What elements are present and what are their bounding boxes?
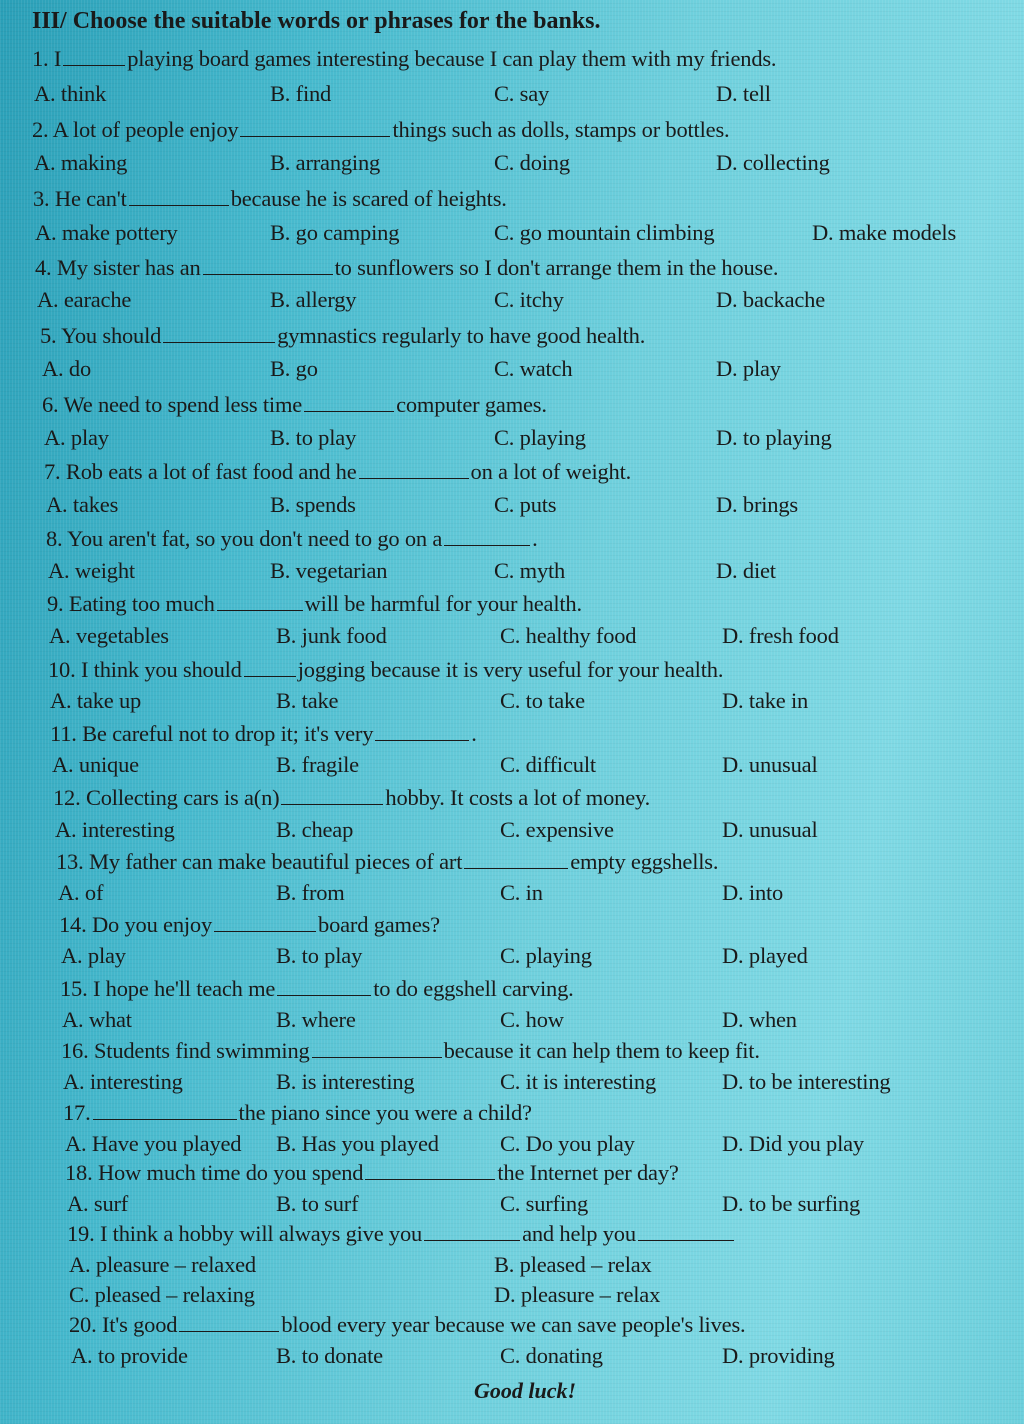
answer-blank[interactable] (304, 393, 394, 412)
option-b[interactable]: B. vegetarian (270, 558, 388, 583)
option-b[interactable]: B. to play (270, 425, 357, 450)
option-c[interactable]: C. itchy (494, 287, 564, 312)
question-text: 8. You aren't fat, so you don't need to go on a (46, 526, 443, 551)
answer-blank[interactable] (277, 977, 371, 996)
question-text-end: the piano since you were a child? (238, 1100, 532, 1125)
option-b[interactable]: B. go (270, 356, 318, 381)
question-5 (40, 323, 645, 349)
option-c[interactable]: C. say (494, 81, 550, 106)
question-20 (69, 1312, 745, 1338)
question-text-end: will be harmful for your health. (304, 591, 582, 616)
question-17 (63, 1100, 532, 1126)
option-a[interactable]: A. interesting (55, 817, 175, 842)
question-text: 2. A lot of people enjoy (32, 117, 239, 142)
option-a[interactable]: A. surf (67, 1191, 129, 1216)
answer-blank[interactable] (424, 1222, 520, 1241)
question-12 (53, 785, 650, 811)
question-text-end: because he is scared of heights. (230, 186, 507, 211)
option-c[interactable]: C. healthy food (500, 623, 637, 648)
answer-blank[interactable] (281, 786, 383, 805)
option-d[interactable]: D. when (722, 1007, 797, 1032)
question-text-end: . (471, 721, 477, 746)
option-d[interactable]: D. unusual (722, 752, 818, 777)
option-a[interactable]: A. what (62, 1007, 132, 1032)
question-text-end: board games? (318, 912, 440, 937)
answer-blank[interactable] (63, 47, 125, 66)
option-c[interactable]: C. watch (494, 356, 573, 381)
option-a[interactable]: A. take up (50, 688, 142, 713)
option-b[interactable]: B. pleased – relax (494, 1252, 652, 1277)
option-c[interactable]: C. Do you play (500, 1131, 635, 1156)
option-c[interactable]: C. in (500, 880, 543, 905)
question-16 (61, 1038, 760, 1064)
question-3 (33, 186, 507, 212)
question-text: 4. My sister has an (35, 255, 201, 280)
question-text-end: because it can help them to keep fit. (443, 1038, 760, 1063)
option-b[interactable]: B. arranging (270, 150, 381, 175)
question-text-end: to sunflowers so I don't arrange them in the house. (334, 255, 779, 280)
question-text: 5. You should (40, 323, 162, 348)
option-a[interactable]: A. to provide (71, 1343, 188, 1368)
option-c[interactable]: C. to take (500, 688, 585, 713)
option-a[interactable]: A. play (44, 425, 109, 450)
question-18 (65, 1160, 679, 1186)
question-text-end: playing board games interesting because I can play them with my friends. (127, 46, 777, 71)
option-b[interactable]: B. to play (276, 943, 363, 968)
question-6 (42, 392, 547, 418)
question-text: 19. I think a hobby will always give you (67, 1221, 423, 1246)
option-d[interactable]: D. unusual (722, 817, 818, 842)
option-a[interactable]: A. of (58, 880, 104, 905)
question-13 (56, 849, 718, 875)
question-text-end: . (532, 526, 538, 551)
question-text: 18. How much time do you spend (65, 1160, 364, 1185)
option-b[interactable]: B. allergy (270, 287, 357, 312)
question-text-end: computer games. (396, 392, 547, 417)
option-c[interactable]: C. puts (494, 492, 557, 517)
option-a[interactable]: A. interesting (63, 1069, 183, 1094)
option-a[interactable]: A. do (42, 356, 91, 381)
option-a[interactable]: A. takes (46, 492, 119, 517)
option-d[interactable]: D. to playing (716, 425, 832, 450)
option-a[interactable]: A. play (61, 943, 126, 968)
option-d[interactable]: D. play (716, 356, 781, 381)
answer-blank[interactable] (217, 592, 303, 611)
answer-blank[interactable] (365, 1161, 495, 1180)
answer-blank[interactable] (359, 460, 469, 479)
option-d[interactable]: D. pleasure – relax (494, 1282, 661, 1307)
question-text: 3. He can't (33, 186, 127, 211)
option-d[interactable]: D. take in (722, 688, 809, 713)
option-c[interactable]: C. doing (494, 150, 570, 175)
question-text-end: on a lot of weight. (470, 459, 632, 484)
answer-blank[interactable] (244, 658, 296, 677)
answer-blank[interactable] (129, 187, 229, 206)
question-text: 10. I think you should (48, 657, 242, 682)
option-b[interactable]: B. find (270, 81, 332, 106)
option-a[interactable]: A. Have you played (65, 1131, 242, 1156)
option-a[interactable]: A. earache (37, 287, 132, 312)
option-c[interactable]: C. myth (494, 558, 566, 583)
option-c[interactable]: C. expensive (500, 817, 614, 842)
option-b[interactable]: B. is interesting (276, 1069, 415, 1094)
option-d[interactable]: D. into (722, 880, 784, 905)
option-d[interactable]: D. Did you play (722, 1131, 864, 1156)
option-b[interactable]: B. to donate (276, 1343, 383, 1368)
option-b[interactable]: B. spends (270, 492, 356, 517)
option-c[interactable]: C. difficult (500, 752, 596, 777)
option-a[interactable]: A. making (34, 150, 128, 175)
option-a[interactable]: A. pleasure – relaxed (69, 1252, 256, 1277)
question-9 (47, 591, 582, 617)
question-text: 12. Collecting cars is a(n) (53, 785, 280, 810)
option-a[interactable]: A. think (34, 81, 107, 106)
option-d[interactable]: D. tell (716, 81, 771, 106)
answer-blank[interactable] (444, 527, 530, 546)
question-4 (35, 255, 778, 281)
option-c[interactable]: C. pleased – relaxing (69, 1282, 255, 1307)
option-d[interactable]: D. collecting (716, 150, 830, 175)
question-text: 11. Be careful not to drop it; it's very (50, 721, 374, 746)
option-d[interactable]: D. to be surfing (722, 1191, 861, 1216)
question-text: 14. Do you enjoy (59, 912, 213, 937)
question-text-end: to do eggshell carving. (373, 976, 574, 1001)
answer-blank[interactable] (93, 1101, 237, 1120)
option-d[interactable]: D. diet (716, 558, 776, 583)
question-text: 17. (63, 1100, 91, 1125)
option-c[interactable]: C. how (500, 1007, 564, 1032)
question-7 (44, 459, 631, 485)
option-d[interactable]: D. fresh food (722, 623, 839, 648)
question-text-end: empty eggshells. (570, 849, 719, 874)
question-text: 7. Rob eats a lot of fast food and he (44, 459, 357, 484)
option-c[interactable]: C. playing (494, 425, 586, 450)
question-text: 16. Students find swimming (61, 1038, 310, 1063)
question-1 (32, 46, 776, 72)
question-14 (59, 912, 440, 938)
question-text: 6. We need to spend less time (42, 392, 303, 417)
footer-text: Good luck! (474, 1378, 577, 1403)
option-c[interactable]: C. donating (500, 1343, 603, 1368)
option-b[interactable]: B. junk food (276, 623, 387, 648)
option-b[interactable]: B. fragile (276, 752, 359, 777)
option-b[interactable]: B. where (276, 1007, 356, 1032)
option-b[interactable]: B. Has you played (276, 1131, 439, 1156)
question-19 (67, 1221, 736, 1247)
question-text: 1. I (32, 46, 62, 71)
question-text-end: blood every year because we can save people's lives. (281, 1312, 746, 1337)
answer-blank[interactable] (312, 1039, 442, 1058)
option-c[interactable]: C. surfing (500, 1191, 589, 1216)
option-b[interactable]: B. to surf (276, 1191, 359, 1216)
question-text: 13. My father can make beautiful pieces of art (56, 849, 463, 874)
question-2 (32, 117, 729, 143)
option-c[interactable]: C. playing (500, 943, 592, 968)
option-d[interactable]: D. to be interesting (722, 1069, 891, 1094)
option-a[interactable]: A. vegetables (49, 623, 169, 648)
question-text-end: and help you (522, 1221, 636, 1246)
answer-blank[interactable] (214, 913, 316, 932)
option-b[interactable]: B. take (276, 688, 339, 713)
question-8 (46, 526, 538, 552)
question-text-end: gymnastics regularly to have good health. (277, 323, 646, 348)
option-a[interactable]: A. weight (48, 558, 135, 583)
section-title: III/ Choose the suitable words or phrases for the banks. (32, 8, 601, 34)
option-d[interactable]: D. played (722, 943, 808, 968)
question-text: 9. Eating too much (47, 591, 215, 616)
option-d[interactable]: D. backache (716, 287, 825, 312)
answer-blank[interactable] (163, 324, 275, 343)
question-text-end: the Internet per day? (497, 1160, 679, 1185)
answer-blank[interactable] (375, 722, 469, 741)
option-c[interactable]: C. it is interesting (500, 1069, 656, 1094)
option-d[interactable]: D. brings (716, 492, 798, 517)
option-a[interactable]: A. unique (52, 752, 139, 777)
option-d[interactable]: D. providing (722, 1343, 835, 1368)
answer-blank[interactable] (203, 256, 333, 275)
question-15 (60, 976, 574, 1002)
option-b[interactable]: B. cheap (276, 817, 354, 842)
option-a[interactable]: A. make pottery (35, 220, 178, 245)
question-text-end: hobby. It costs a lot of money. (385, 785, 651, 810)
question-text-end: jogging because it is very useful for your health. (297, 657, 724, 682)
option-b[interactable]: B. go camping (270, 220, 400, 245)
option-c[interactable]: C. go mountain climbing (494, 220, 715, 245)
answer-blank[interactable] (638, 1222, 734, 1241)
option-d[interactable]: D. make models (812, 220, 957, 245)
question-text: 15. I hope he'll teach me (60, 976, 276, 1001)
question-11 (50, 721, 477, 747)
answer-blank[interactable] (464, 850, 568, 869)
option-b[interactable]: B. from (276, 880, 345, 905)
question-text-end: things such as dolls, stamps or bottles. (392, 117, 730, 142)
question-text: 20. It's good (69, 1312, 178, 1337)
answer-blank[interactable] (240, 118, 390, 137)
answer-blank[interactable] (179, 1313, 279, 1332)
question-10 (48, 657, 723, 683)
